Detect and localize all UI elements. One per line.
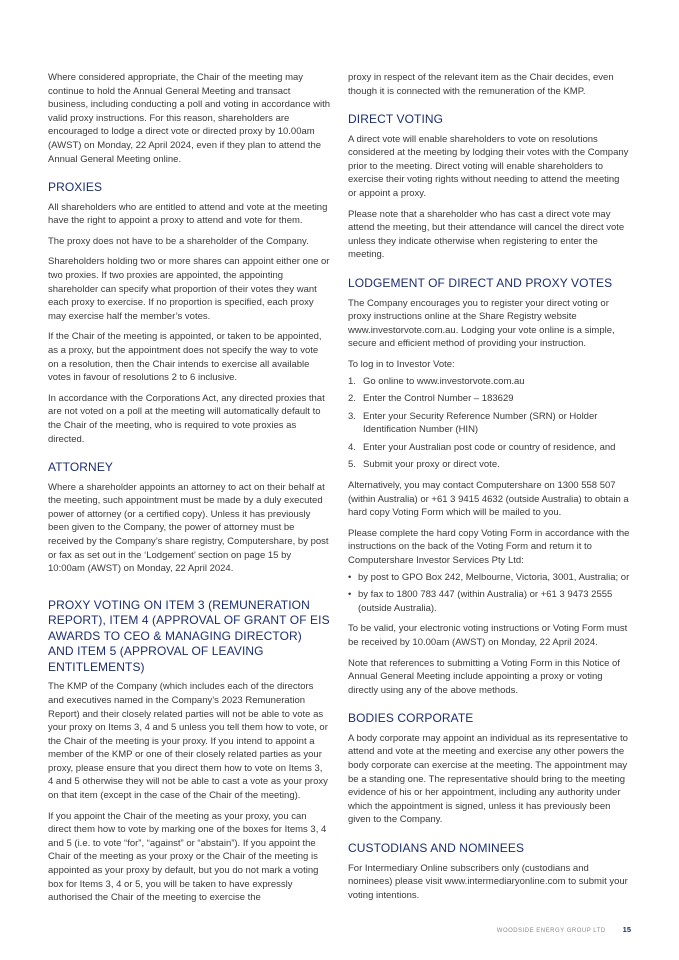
- footer-company-name: WOODSIDE ENERGY GROUP LTD: [496, 928, 606, 934]
- lodgement-heading: LODGEMENT OF DIRECT AND PROXY VOTES: [348, 276, 613, 291]
- list-item: [348, 588, 630, 615]
- list-item-text: by post to GPO Box 242, Melbourne, Victoria, 3001, Australia; or: [358, 571, 630, 583]
- proxies-paragraph-1: All shareholders who are entitled to attend and vote at the meeting have the right to appoint a proxy to attend and vote for them.: [48, 201, 328, 227]
- list-item-text: Enter your Australian post code or country of residence, and: [363, 441, 616, 453]
- proxies-paragraph-2: The proxy does not have to be a shareholder of the Company.: [48, 235, 309, 247]
- list-number: 3.: [348, 410, 356, 422]
- list-item-text: Enter the Control Number – 183629: [363, 393, 514, 405]
- left-column: [48, 71, 330, 912]
- list-item: [348, 375, 630, 389]
- lodgement-paragraph-5: Note that references to submitting a Voting Form in this Notice of Annual General Meeting include appointing a proxy or voting directly using any of the above methods.: [348, 657, 620, 696]
- lodgement-paragraph-2: Alternatively, you may contact Computershare on 1300 558 507 (within Australia) or +61 3 9415 4632 (outside Australia) to obtain a hard copy Voting Form which will be mailed to you.: [348, 480, 629, 519]
- custodians-paragraph-1: For Intermediary Online subscribers only (custodians and nominees) please visit www.intermediaryonline.com to submit your voting intentions.: [348, 862, 628, 901]
- lodgement-paragraph-1: The Company encourages you to register your direct voting or proxy instructions online at the Share Registry website www.investorvote.com.au. Lodging your vote online is a simple, secure and efficient method of providing your instruction.: [348, 297, 615, 350]
- direct-voting-heading: DIRECT VOTING: [348, 112, 444, 127]
- list-item: [348, 458, 630, 472]
- bodies-corporate-paragraph-1: A body corporate may appoint an individual as its representative to attend and vote at the meeting and exercise any other powers the body corporate can exercise at the meeting. The appointment may be a standing one. The representative should bring to the meeting evidence of his or her appointment, including any authority under which the appointment is signed, unless it has previously been given to the Company.: [348, 732, 628, 826]
- list-number: 1.: [348, 375, 356, 387]
- proxies-paragraph-4: If the Chair of the meeting is appointed, or taken to be appointed, as a proxy, but the appointment does not specify the way to vote on a resolution, then the Chair intends to exercise all available votes in favour of resolutions 2 to 6 inclusive.: [48, 331, 322, 384]
- list-item: [348, 441, 630, 455]
- list-number: 4.: [348, 441, 356, 453]
- proxy-voting-paragraph-2: If you appoint the Chair of the meeting as your proxy, you can direct them how to vote by marking one of the boxes for Items 3, 4 and 5 (i.e. to vote “for”, “against” or “abstain”). If you appoint the Chair of the meeting as your proxy or the Chair of the meeting is appointed as your proxy by default, but you do not mark a voting box for Items 3, 4 or 5, you will be taken to have expressly authorised the Chair of the meeting to exercise the: [48, 810, 327, 904]
- list-item-text: Go online to www.investorvote.com.au: [363, 375, 525, 387]
- login-steps-list: [348, 375, 630, 473]
- list-item: [348, 410, 630, 437]
- bodies-corporate-heading: BODIES CORPORATE: [348, 711, 474, 726]
- direct-voting-paragraph-1: A direct vote will enable shareholders to vote on resolutions considered at the meeting by lodging their votes with the Company prior to the meeting. Direct voting will enable shareholders to exercise their voting rights without needing to attend the meeting or appoint a proxy.: [348, 133, 629, 200]
- proxies-paragraph-5: In accordance with the Corporations Act, any directed proxies that are not voted on a poll at the meeting will automatically default to the Chair of the meeting, who is required to vote proxies as directed.: [48, 392, 325, 445]
- attorney-paragraph-1: Where a shareholder appoints an attorney to act on their behalf at the meeting, such appointment must be made by a duly executed power of attorney (or a certified copy). Unless it has previously been given to the Company, the power of attorney must be received by the Company’s share registry, Computershare, by post or fax as set out in the ‘Lodgement’ section on page 15 by 10:00am (AWST) on Monday, 22 April 2024.: [48, 481, 329, 575]
- login-intro: To log in to Investor Vote:: [348, 358, 455, 370]
- attorney-heading: ATTORNEY: [48, 460, 114, 475]
- bullet-icon: •: [348, 571, 352, 583]
- proxies-paragraph-3: Shareholders holding two or more shares can appoint either one or two proxies. If two proxies are appointed, the appointing shareholder can specify what proportion of their votes they want each proxy to exercise. If no proportion is specified, each proxy may exercise half the member’s votes.: [48, 256, 330, 322]
- list-number: 2.: [348, 393, 356, 405]
- list-item-text: Submit your proxy or direct vote.: [363, 459, 500, 471]
- direct-voting-paragraph-2: Please note that a shareholder who has cast a direct vote may attend the meeting, but their attendance will cancel the direct vote unless they indicate otherwise when registering to enter the meeting.: [348, 208, 625, 261]
- continuation-paragraph: proxy in respect of the relevant item as the Chair decides, even though it is connected with the remuneration of the KMP.: [348, 72, 614, 97]
- list-number: 5.: [348, 459, 356, 471]
- custodians-heading: CUSTODIANS AND NOMINEES: [348, 841, 525, 856]
- bullet-icon: •: [348, 589, 352, 601]
- lodgement-paragraph-3: Please complete the hard copy Voting Form in accordance with the instructions on the back of the Voting Form and return it to Computershare Investor Services Pty Ltd:: [348, 527, 630, 567]
- intro-paragraph: Where considered appropriate, the Chair of the meeting may continue to hold the Annual General Meeting and transact business, including conducting a poll and voting in accordance with valid proxy instructions. For this reason, shareholders are encouraged to lodge a direct vote or directed proxy by 10.00am (AWST) on Monday, 22 April 2024, even if they plan to attend the Annual General Meeting online.: [48, 72, 331, 165]
- list-item: [348, 571, 630, 585]
- list-item: [348, 392, 630, 406]
- page-footer: [497, 925, 631, 934]
- proxy-voting-heading: PROXY VOTING ON ITEM 3 (REMUNERATION REPORT), ITEM 4 (APPROVAL OF GRANT OF EIS AWARDS TO CEO & MANAGING DIRECTOR) AND ITEM 5 (APPROVAL OF LEAVING ENTITLEMENTS): [48, 597, 330, 674]
- proxies-heading: PROXIES: [48, 180, 103, 195]
- lodgement-methods-list: [348, 571, 630, 616]
- right-column: [348, 71, 630, 909]
- list-item-text: by fax to 1800 783 447 (within Australia) or +61 3 9473 2555 (outside Australia).: [358, 589, 613, 614]
- page-number: 15: [622, 925, 631, 934]
- proxy-voting-paragraph-1: The KMP of the Company (which includes each of the directors and executives named in the Company’s 2023 Remuneration Report) and their closely related parties will not be able to vote as your proxy on Items 3, 4 and 5 unless you tell them how to vote, or the Chair of the meeting is your proxy. If you intend to appoint a member of the KMP or one of their closely related parties as your proxy, please ensure that you direct them how to vote on Items 3, 4 and 5 otherwise they will not be able to cast a vote as your proxy on that item (except in the case of the Chair of the meeting).: [48, 681, 328, 802]
- lodgement-paragraph-4: To be valid, your electronic voting instructions or Voting Form must be received by 10.00am (AWST) on Monday, 22 April 2024.: [348, 623, 628, 648]
- list-item-text: Enter your Security Reference Number (SRN) or Holder Identification Number (HIN): [363, 410, 598, 436]
